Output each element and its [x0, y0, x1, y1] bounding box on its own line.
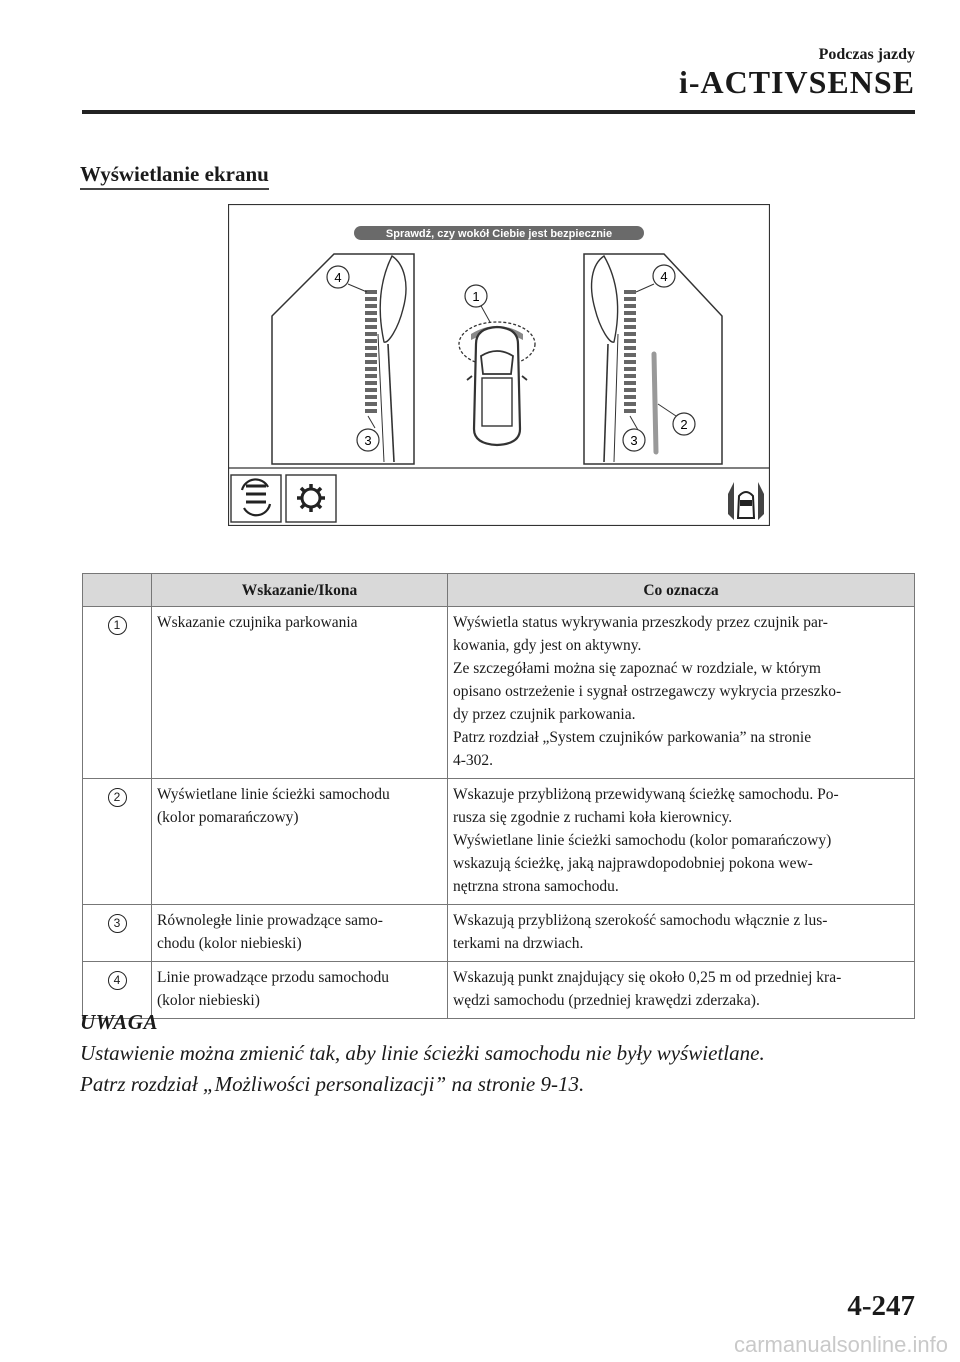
- warning-banner: [354, 226, 644, 240]
- note-line: Patrz rozdział „Możliwości personalizacji” na stronie 9-13.: [80, 1072, 585, 1096]
- callout-4-right-label: 4: [660, 269, 668, 284]
- table-row: [83, 962, 915, 1019]
- indicator-cell: Równoległe linie prowadzące samo- chodu (kolor niebieski): [152, 905, 448, 962]
- chapter-title: i-ACTIVSENSE: [678, 64, 915, 100]
- car-top-view-icon: [467, 327, 527, 445]
- page-number: 4-247: [847, 1290, 915, 1322]
- indicator-cell: Linie prowadzące przodu samochodu (kolor niebieski): [152, 962, 448, 1019]
- row-number-badge: 1: [108, 616, 127, 635]
- page-heading: Wyświetlanie ekranu: [80, 162, 269, 190]
- table-header-row: [83, 574, 915, 607]
- row-number-badge: 3: [108, 914, 127, 933]
- note-line: Ustawienie można zmienić tak, aby linie ścieżki samochodu nie były wyświetlane.: [80, 1041, 765, 1065]
- settings-button[interactable]: [286, 475, 336, 522]
- callout-1-label: 1: [472, 289, 480, 304]
- section-subtitle: Podczas jazdy: [818, 46, 915, 63]
- table-header-indicator: Wskazanie/Ikona: [152, 574, 448, 607]
- vehicle-path-line: [654, 354, 656, 452]
- note-text: [80, 1038, 765, 1100]
- warning-banner-text: Sprawdź, czy wokół Ciebie jest bezpiecznie: [385, 228, 613, 240]
- meaning-cell: Wskazuje przybliżoną przewidywaną ścieżkę samochodu. Po- rusza się zgodnie z ruchami koła kierownicy. Wyświetlane linie ścieżki samochodu (kolor pomarańczowy) wskazują ścieżkę, jaką najprawdopodobniej pokona wew- nętrzna strona samochodu.: [448, 779, 915, 905]
- indicator-cell: Wskazanie czujnika parkowania: [152, 607, 448, 779]
- table-row: [83, 607, 915, 779]
- indicator-cell: Wyświetlane linie ścieżki samochodu (kolor pomarańczowy): [152, 779, 448, 905]
- row-number-badge: 2: [108, 788, 127, 807]
- table-row: [83, 779, 915, 905]
- camera-switch-button[interactable]: [231, 475, 281, 522]
- callout-2-label: 2: [680, 417, 688, 432]
- meaning-cell: Wyświetla status wykrywania przeszkody przez czujnik par- kowania, gdy jest on aktywny. Ze szczegółami można się zapoznać w rozdziale, w którym opisano ostrzeżenie i sygnał ostrzegawczy wykrycia przeszko- dy przez czujnik parkowania. Patrz rozdział „System czujników parkowania” na stronie 4-302.: [448, 607, 915, 779]
- display-screen-illustration: [228, 204, 770, 526]
- table-row: [83, 905, 915, 962]
- meaning-cell: Wskazują punkt znajdujący się około 0,25 m od przedniej kra- wędzi samochodu (przedniej krawędzi zderzaka).: [448, 962, 915, 1019]
- header-rule: [82, 110, 915, 114]
- table-header-meaning: Co oznacza: [448, 574, 915, 607]
- callout-3-left-label: 3: [364, 433, 372, 448]
- watermark: carmanualsonline.info: [733, 1332, 948, 1357]
- callout-3-right-label: 3: [630, 433, 638, 448]
- table-header-num: [83, 574, 152, 607]
- note-heading: UWAGA: [80, 1010, 158, 1034]
- indicator-table: [82, 573, 915, 1019]
- meaning-cell: Wskazują przybliżoną szerokość samochodu włącznie z lus- terkami na drzwiach.: [448, 905, 915, 962]
- callout-4-left-label: 4: [334, 270, 342, 285]
- row-number-badge: 4: [108, 971, 127, 990]
